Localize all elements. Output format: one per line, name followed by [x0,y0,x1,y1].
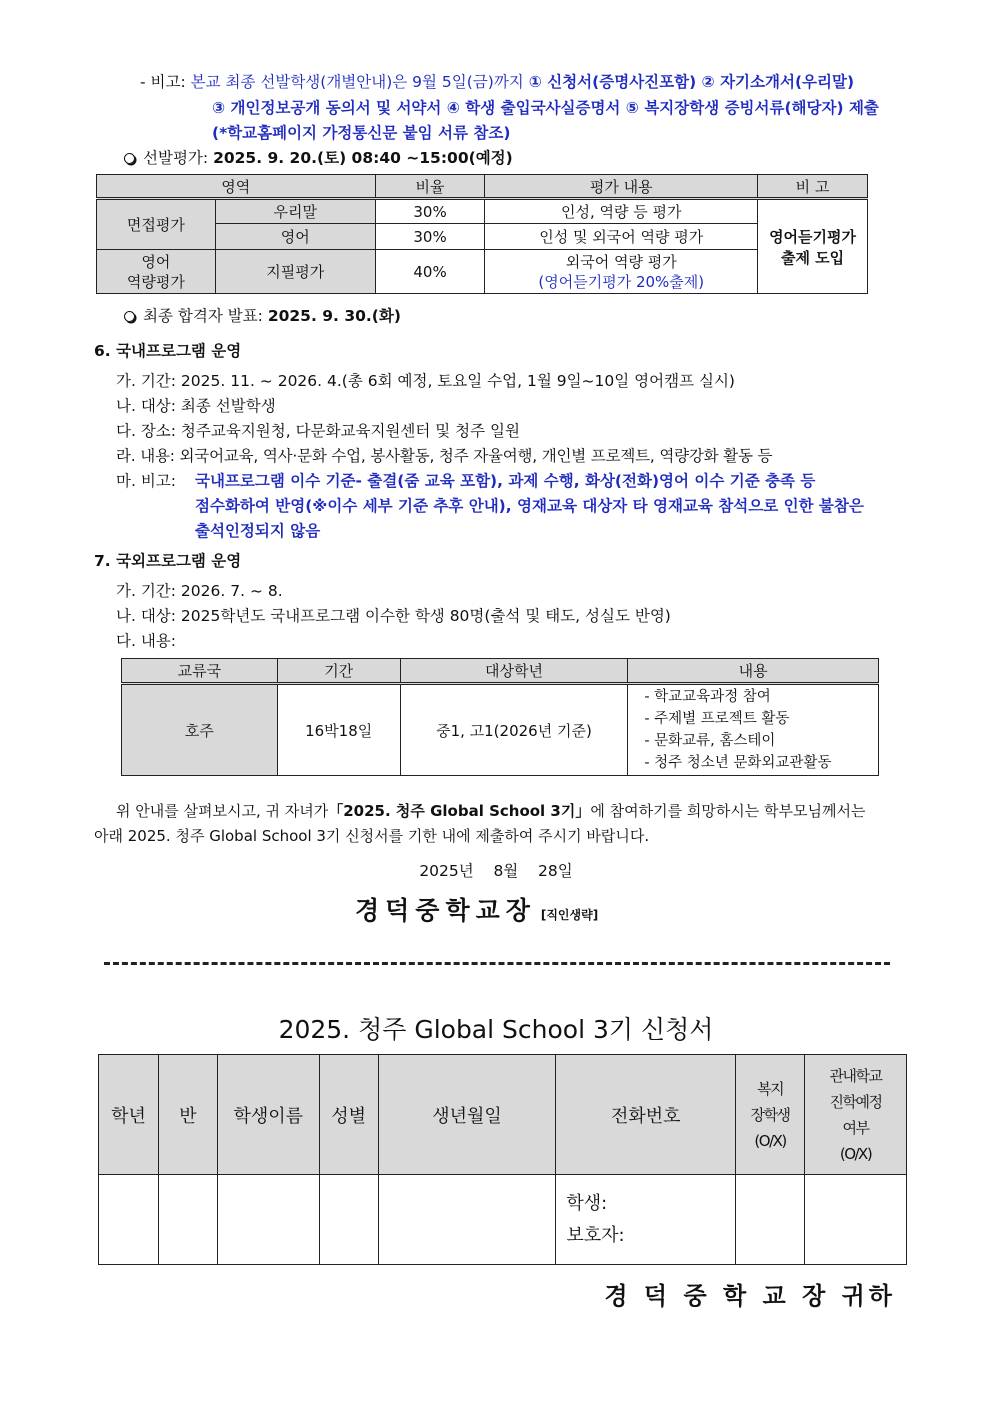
seal-note: [직인생략] [540,908,599,922]
form-header-phone: 전화번호 [556,1055,736,1175]
form-header-name: 학생이름 [217,1055,319,1175]
section6-remark-3: 출석인정되지 않음 [195,522,321,540]
english-area-cell: 영어 역량평가 [97,250,216,294]
cut-line [104,962,890,965]
grade-input-cell[interactable] [99,1175,159,1265]
phone-input-cell[interactable] [556,1175,736,1265]
eval-header-ratio: 비율 [375,175,485,199]
written-cell: 지필평가 [215,250,375,294]
exchange-table [121,658,879,776]
section6-item: 나. 대상: 최종 선발학생 [116,397,276,415]
final-announce: 최종 합격자 발표: 2025. 9. 30.(화) [124,304,401,326]
exchange-grade: 중1, 고1(2026년 기준) [400,684,628,776]
form-header-grade: 학년 [99,1055,159,1175]
exchange-header-period: 기간 [277,659,400,684]
form-header-welfare: 복지 장학생 (O/X) [736,1055,805,1175]
written-content: 외국어 역량 평가 (영어듣기평가 20%출제) [485,250,758,294]
interview-english-content: 인성 및 외국어 역량 평가 [485,224,758,250]
form-addressee: 경 덕 중 학 교 장 귀하 [604,1282,896,1310]
section7-title: 7. 국외프로그램 운영 [94,552,242,570]
interview-cell: 면접평가 [97,199,216,250]
notice-line-2: ③ 개인정보공개 동의서 및 서약서 ④ 학생 출입국사실증명서 ⑤ 복지장학생 증빙서류(해당자) 제출 [212,99,879,117]
inschool-input-cell[interactable] [805,1175,907,1265]
exchange-contents [628,684,879,776]
form-header-class: 반 [158,1055,217,1175]
doc-date: 2025년 8월 28일 [419,862,573,880]
section6-remark-2: 점수화하여 반영(※이수 세부 기준 추후 안내), 영재교육 대상자 타 영재교육 참석으로 인한 불참은 [195,497,864,515]
section6-item: 다. 장소: 청주교육지원청, 다문화교육지원센터 및 청주 일원 [116,422,520,440]
exchange-country: 호주 [122,684,278,776]
phone-parent-label: 보호자: [566,1224,625,1246]
selection-eval: 선발평가: 2025. 9. 20.(토) 08:40 ~15:00(예정) [124,146,513,168]
exchange-header-grade: 대상학년 [400,659,628,684]
form-title: 2025. 청주 Global School 3기 신청서 [278,1015,714,1044]
interview-english: 영어 [215,224,375,250]
notice-line-1: - 비고: 본교 최종 선발학생(개별안내)은 9월 5일(금)까지 ① 신청서(증명사진포함) ② 자기소개서(우리말) [140,73,855,91]
eval-table [96,174,868,294]
written-ratio: 40% [375,250,485,294]
bullet-icon [124,153,135,164]
interview-korean: 우리말 [215,199,375,224]
section6-item: 가. 기간: 2025. 11. ~ 2026. 4.(총 6회 예정, 토요일 수업, 1월 9일~10일 영어캠프 실시) [116,372,735,390]
birth-input-cell[interactable] [378,1175,556,1265]
list-item: - 학교교육과정 참여 [644,689,771,705]
eval-header-content: 평가 내용 [485,175,758,199]
gender-input-cell[interactable] [319,1175,378,1265]
eval-header-area: 영역 [97,175,376,199]
principal-sign: 경덕중학교장 [직인생략] [355,896,599,925]
eval-header-remark: 비 고 [758,175,868,199]
section7-item: 다. 내용: [116,632,176,650]
list-item: - 문화교류, 홈스테이 [644,733,776,749]
closing-line-2: 아래 2025. 청주 Global School 3기 신청서를 기한 내에 제출하여 주시기 바랍니다. [94,827,650,845]
interview-korean-content: 인성, 역량 등 평가 [485,199,758,224]
application-form [98,1054,907,1265]
form-header-birth: 생년월일 [378,1055,556,1175]
closing-line-1: 위 안내를 살펴보시고, 귀 자녀가「2025. 청주 Global School 3기」에 참여하기를 희망하시는 학부모님께서는 [116,802,866,820]
exchange-header-content: 내용 [628,659,879,684]
phone-student-label: 학생: [566,1192,608,1214]
section6-remark-prefix: 마. 비고: [116,472,176,490]
welfare-input-cell[interactable] [736,1175,805,1265]
eval-remark: 영어듣기평가 출제 도입 [758,199,868,294]
interview-korean-ratio: 30% [375,199,485,224]
section7-item: 가. 기간: 2026. 7. ~ 8. [116,582,283,600]
class-input-cell[interactable] [158,1175,217,1265]
notice-line-3: (*학교홈페이지 가정통신문 붙임 서류 참조) [212,124,511,142]
section6-remark-1: 국내프로그램 이수 기준- 출결(줌 교육 포함), 과제 수행, 화상(전화)영어 이수 기준 충족 등 [195,472,816,490]
section6-item: 라. 내용: 외국어교육, 역사·문화 수업, 봉사활동, 청주 자율여행, 개인별 프로젝트, 역량강화 활동 등 [116,447,773,465]
form-header-inschool: 관내학교 진학예정 여부 (O/X) [805,1055,907,1175]
section7-item: 나. 대상: 2025학년도 국내프로그램 이수한 학생 80명(출석 및 태도, 성실도 반영) [116,607,671,625]
interview-english-ratio: 30% [375,224,485,250]
section6-title: 6. 국내프로그램 운영 [94,342,242,360]
bullet-icon [124,311,135,322]
exchange-header-country: 교류국 [122,659,278,684]
exchange-period: 16박18일 [277,684,400,776]
list-item: - 청주 청소년 문화외교관활동 [644,755,832,771]
form-header-gender: 성별 [319,1055,378,1175]
list-item: - 주제별 프로젝트 활동 [644,711,790,727]
name-input-cell[interactable] [217,1175,319,1265]
